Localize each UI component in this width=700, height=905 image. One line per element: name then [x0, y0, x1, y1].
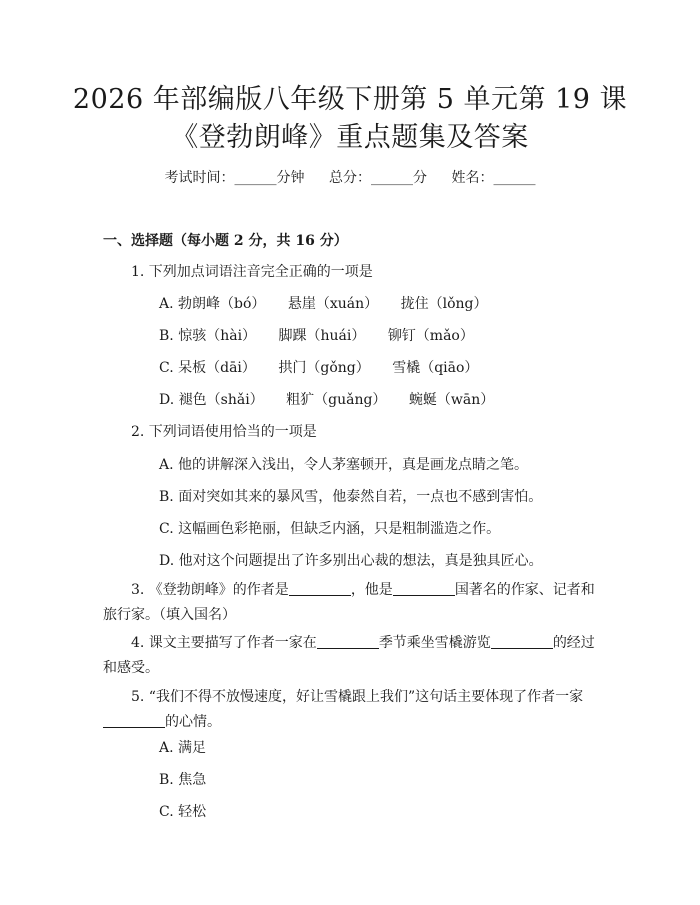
option-item: 呆板（dāi）: [178, 360, 256, 376]
stem-part: 季节乘坐雪橇游览: [378, 635, 491, 651]
page-title-line-2: 《登勃朗峰》重点题集及答案: [171, 122, 529, 153]
option-text: 他的讲解深入浅出，令人茅塞顿开，真是画龙点睛之笔。: [178, 457, 529, 473]
option-item: 铆钉（mǎo）: [387, 328, 474, 344]
question-1-option-a: [159, 294, 487, 314]
option-text: 焦急: [178, 772, 207, 788]
exam-info: [0, 168, 700, 188]
stem-part: 5. “我们不得不放慢速度，好让雪橇跟上我们”这句话主要体现了作者一家: [131, 689, 584, 705]
exam-time-label: 考试时间：______分钟: [164, 170, 305, 186]
option-item: 悬崖（xuán）: [287, 296, 379, 312]
option-letter: C.: [159, 521, 174, 537]
option-text: 满足: [178, 740, 207, 756]
option-item: 蜿蜒（wān）: [408, 392, 495, 408]
page-title-line-1: 2026 年部编版八年级下册第 5 单元第 19 课: [72, 84, 628, 115]
stem-part: 4. 课文主要描写了作者一家在: [131, 635, 317, 651]
option-letter: A.: [159, 457, 174, 473]
option-letter: D.: [159, 553, 175, 569]
option-letter: B.: [159, 328, 174, 344]
question-5-option-a: [159, 738, 206, 758]
option-item: 褪色（shǎi）: [178, 392, 264, 408]
question-2-stem: 2. 下列词语使用恰当的一项是: [131, 424, 317, 440]
option-item: 勃朗峰（bó）: [178, 296, 266, 312]
question-1-stem: 1. 下列加点词语注音完全正确的一项是: [131, 264, 373, 280]
answer-blank[interactable]: [103, 713, 165, 728]
option-item: 粗犷（guǎng）: [286, 392, 387, 408]
answer-blank[interactable]: [289, 581, 351, 596]
option-item: 拢住（lǒng）: [400, 296, 488, 312]
question-1-option-d: [159, 390, 494, 410]
question-2-option-b: [159, 487, 542, 507]
option-item: 惊骇（hài）: [178, 328, 257, 344]
exam-name-label: 姓名：______: [451, 170, 536, 186]
option-letter: B.: [159, 772, 174, 788]
question-4-stem: [103, 631, 597, 681]
section-heading: 一、选择题（每小题 2 分，共 16 分）: [103, 233, 348, 249]
option-letter: D.: [159, 392, 175, 408]
stem-part: 的经过和感受。: [103, 635, 595, 676]
stem-part: 国著名的作家、记者和旅行家。（填入国名）: [103, 582, 595, 623]
question-5-stem: [103, 685, 597, 735]
question-2-option-a: [159, 455, 528, 475]
answer-blank[interactable]: [491, 634, 553, 649]
stem-part: 3. 《登勃朗峰》的作者是: [131, 582, 289, 598]
question-2-option-d: [159, 551, 543, 571]
exam-score-label: 总分：______分: [329, 170, 427, 186]
question-2-option-c: [159, 519, 500, 539]
question-1-option-b: [159, 326, 474, 346]
answer-blank[interactable]: [393, 581, 455, 596]
option-text: 面对突如其来的暴风雪，他泰然自若，一点也不感到害怕。: [178, 489, 543, 505]
stem-part: ，他是: [350, 582, 393, 598]
option-letter: A.: [159, 296, 174, 312]
answer-blank[interactable]: [317, 634, 379, 649]
option-item: 雪橇（qiāo）: [392, 360, 479, 376]
option-letter: C.: [159, 360, 174, 376]
option-letter: A.: [159, 740, 174, 756]
option-text: 轻松: [178, 804, 207, 820]
option-text: 这幅画色彩艳丽，但缺乏内涵，只是粗制滥造之作。: [178, 521, 501, 537]
option-letter: B.: [159, 489, 174, 505]
option-text: 他对这个问题提出了许多别出心裁的想法，真是独具匠心。: [178, 553, 543, 569]
stem-part: 的心情。: [165, 714, 221, 730]
question-3-stem: [103, 578, 597, 628]
question-5-option-c: [159, 802, 206, 822]
question-5-option-b: [159, 770, 206, 790]
option-item: 拱门（gǒng）: [278, 360, 370, 376]
question-1-option-c: [159, 358, 478, 378]
option-item: 脚踝（huái）: [278, 328, 366, 344]
option-letter: C.: [159, 804, 174, 820]
